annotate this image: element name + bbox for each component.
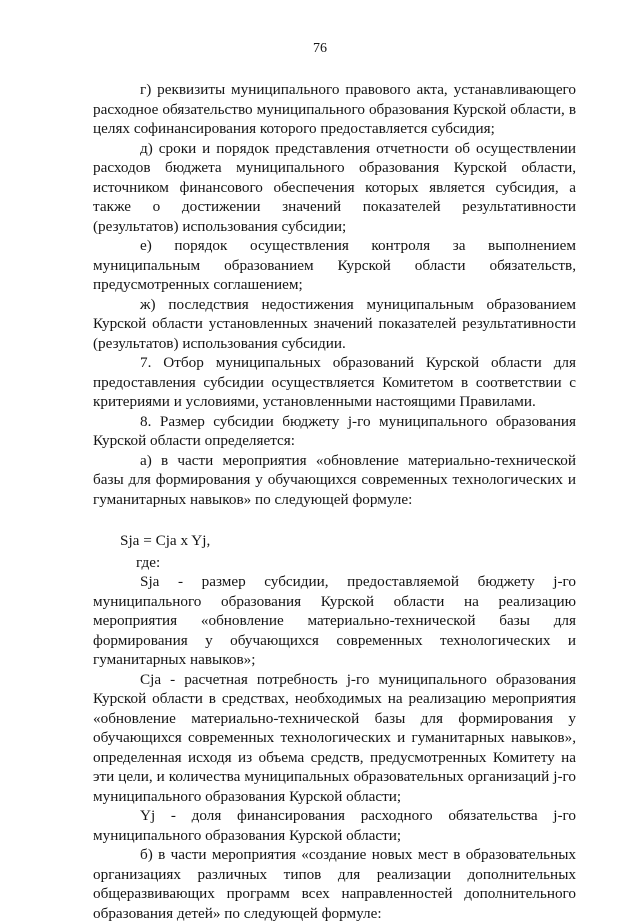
document-body: [93, 80, 576, 923]
paragraph-a-material-base: а) в части мероприятия «обновление материально-технической базы для формирования у обучающихся современных технологических и гуманитарных навыков» по следующей формуле:: [93, 451, 576, 508]
definition-yj: Yj - доля финансирования расходного обязательства j-го муниципального образования Курской области;: [93, 807, 576, 844]
paragraph-7-selection: 7. Отбор муниципальных образований Курской области для предоставления субсидии осуществляется Комитетом в соответствии с критериями и условиями, установленными настоящими Правилами.: [93, 354, 576, 410]
formula: Sja = Cja x Yj,: [120, 532, 211, 549]
formula-where-label: где:: [136, 553, 161, 571]
paragraph-8-subsidy-size: 8. Размер субсидии бюджету j-го муниципального образования Курской области определяется:: [93, 412, 576, 449]
paragraph-zh-consequences: ж) последствия недостижения муниципальным образованием Курской области установленных значений показателей результативности (результатов) использования субсидии.: [93, 295, 576, 352]
paragraph-g-requisites: г) реквизиты муниципального правового акта, устанавливающего расходное обязательство муниципального образования Курской области, в целях софинансирования которого предоставляется субсидия;: [93, 81, 576, 137]
definition-sja: Sja - размер субсидии, предоставляемой бюджету j-го муниципального образования Курской области на реализацию мероприятия «обновление материально-технической базы для формирования у обучающихся современных технологических и гуманитарных навыков»;: [93, 573, 576, 668]
definition-cja: Cja - расчетная потребность j-го муниципального образования Курской области в средствах, необходимых на реализацию мероприятия «обновление материально-технической базы для формирования у обучающихся современных технологических и гуманитарных навыков», определенная исходя из объема средств, предусмотренных Комитету на эти цели, и количества муниципальных образовательных организаций j-го муниципального образования Курской области;: [93, 670, 576, 805]
paragraph-e-control: е) порядок осуществления контроля за выполнением муниципальным образованием Курской области обязательств, предусмотренных соглашением;: [93, 237, 576, 293]
paragraph-d-reporting: д) сроки и порядок представления отчетности об осуществлении расходов бюджета муниципального образования Курской области, источником финансового обеспечения которых является субсидия, а также о достижении значений показателей результативности (результатов) использования субсидии;: [93, 139, 576, 235]
page-number: 76: [313, 41, 327, 56]
paragraph-b-new-places: б) в части мероприятия «создание новых мест в образовательных организациях различных типов для реализации дополнительных общеразвивающих программ всех направленностей дополнительного образования детей» по следующей формуле:: [93, 846, 576, 922]
